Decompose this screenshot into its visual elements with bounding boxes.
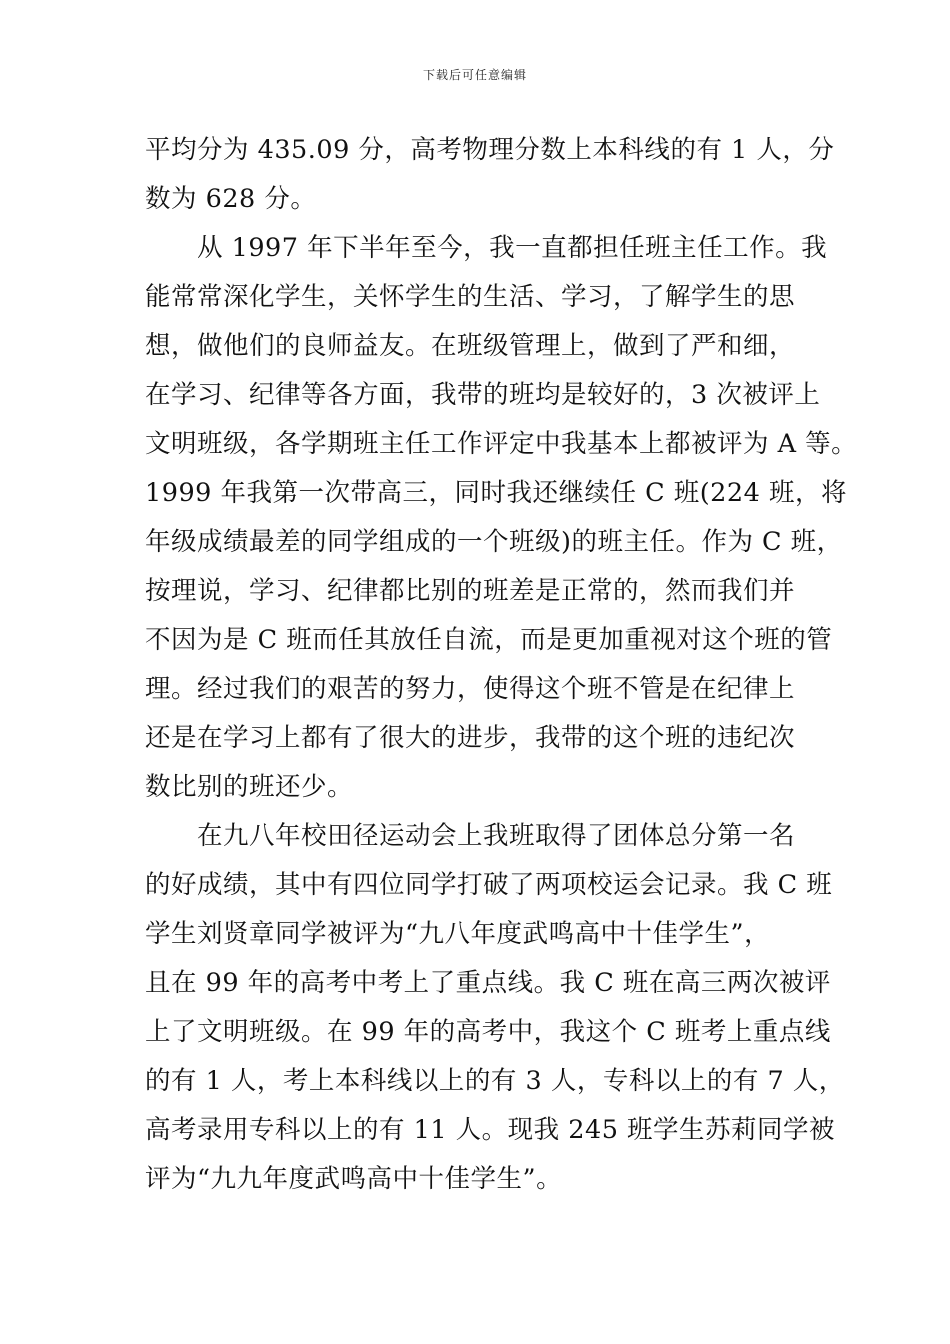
text-line: 数为 628 分。 <box>145 184 317 214</box>
text-line: 在九八年校田径运动会上我班取得了团体总分第一名 <box>197 821 796 851</box>
paragraph-1 <box>145 126 835 224</box>
text-line: 数比别的班还少。 <box>145 772 354 802</box>
text-line: 在学习、纪律等各方面，我带的班均是较好的，3 次被评上 <box>145 380 821 410</box>
text-line: 学生刘贤章同学被评为“九八年度武鸣高中十佳学生”， <box>145 919 771 949</box>
text-line: 还是在学习上都有了很大的进步，我带的这个班的违纪次 <box>145 723 796 753</box>
text-line: 的好成绩，其中有四位同学打破了两项校运会记录。我 C 班 <box>145 870 833 900</box>
text-line: 年级成绩最差的同学组成的一个班级)的班主任。作为 C 班， <box>145 527 843 557</box>
text-line: 的有 1 人，考上本科线以上的有 3 人，专科以上的有 7 人， <box>145 1066 845 1096</box>
paragraph-3 <box>145 812 845 1204</box>
text-line: 平均分为 435.09 分，高考物理分数上本科线的有 1 人，分 <box>145 135 835 165</box>
text-line: 且在 99 年的高考中考上了重点线。我 C 班在高三两次被评 <box>145 968 831 998</box>
document-body <box>145 126 858 1204</box>
text-line: 按理说，学习、纪律都比别的班差是正常的，然而我们并 <box>145 576 796 606</box>
text-line: 1999 年我第一次带高三，同时我还继续任 C 班(224 班，将 <box>145 478 847 508</box>
text-line: 能常常深化学生，关怀学生的生活、学习，了解学生的思 <box>145 282 796 312</box>
page-header: 下载后可任意编辑 <box>422 68 527 82</box>
paragraph-2 <box>145 224 858 812</box>
text-line: 评为“九九年度武鸣高中十佳学生”。 <box>145 1164 563 1194</box>
text-line: 高考录用专科以上的有 11 人。现我 245 班学生苏莉同学被 <box>145 1115 836 1145</box>
text-line: 从 1997 年下半年至今，我一直都担任班主任工作。我 <box>197 233 828 263</box>
text-line: 想，做他们的良师益友。在班级管理上，做到了严和细， <box>145 331 796 361</box>
text-line: 理。经过我们的艰苦的努力，使得这个班不管是在纪律上 <box>145 674 796 704</box>
text-line: 不因为是 C 班而任其放任自流，而是更加重视对这个班的管 <box>145 625 833 655</box>
text-line: 文明班级，各学期班主任工作评定中我基本上都被评为 A 等。 <box>145 429 858 459</box>
text-line: 上了文明班级。在 99 年的高考中，我这个 C 班考上重点线 <box>145 1017 831 1047</box>
